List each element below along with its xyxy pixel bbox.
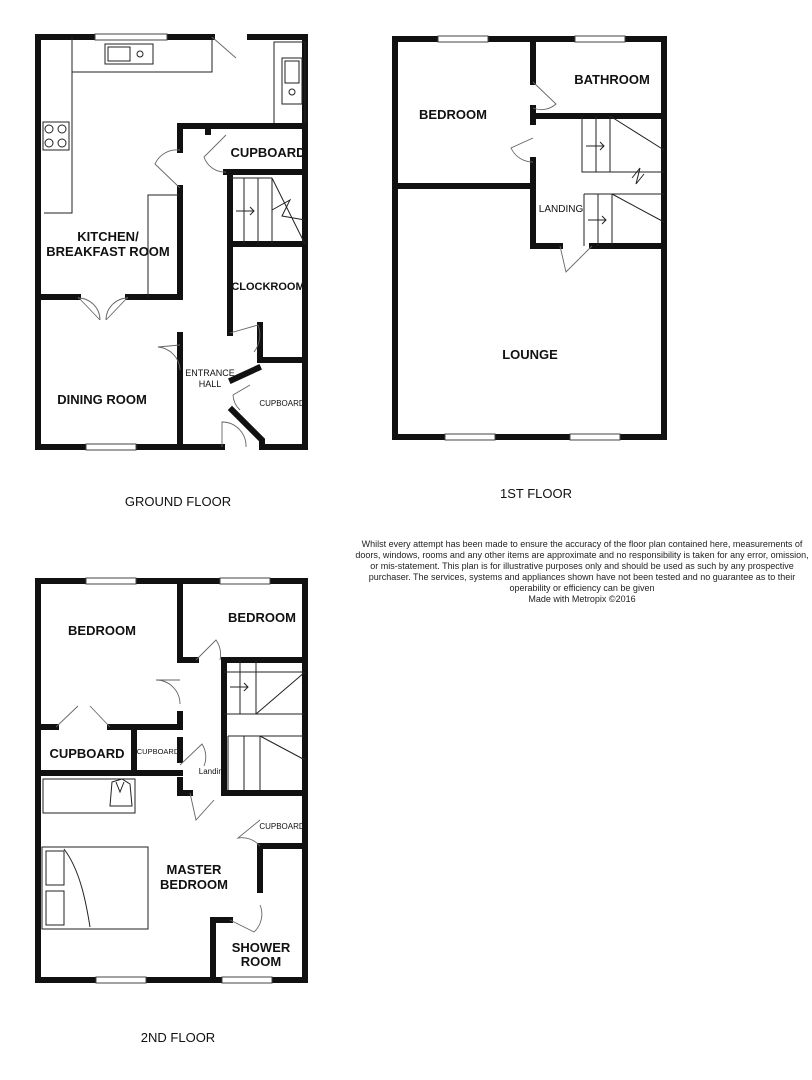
bedroom-right-label: BEDROOM [228, 610, 296, 625]
ground-floor-plan [38, 34, 306, 509]
french-doors [56, 706, 110, 727]
kitchen-label-2: BREAKFAST ROOM [46, 244, 170, 259]
door-swing [190, 793, 214, 820]
landing-label: LANDING [538, 204, 584, 215]
bed-icon [42, 847, 148, 929]
cupboard-large-label: CUPBOARD [49, 746, 125, 761]
shirt-icon [110, 779, 132, 806]
door-swing [238, 820, 260, 846]
door-swing [196, 640, 221, 660]
bedroom-label: BEDROOM [419, 107, 487, 122]
door-swing [180, 744, 206, 766]
door-swing [560, 246, 592, 272]
window [438, 36, 488, 42]
door-swing [155, 150, 180, 188]
bedroom-left-label: BEDROOM [68, 623, 136, 638]
cupboard-label: CUPBOARD [230, 145, 306, 160]
window [222, 977, 272, 983]
second-floor-plan [38, 578, 305, 1045]
ground-floor-title: GROUND FLOOR [124, 494, 232, 509]
door-swing [158, 345, 180, 370]
door-swing [204, 135, 226, 172]
kitchen-worktop-back [72, 37, 212, 72]
door-swing [156, 680, 180, 704]
window [86, 444, 136, 450]
shower-room-label-1: SHOWER [231, 940, 291, 955]
window [95, 34, 167, 40]
second-floor-title: 2ND FLOOR [140, 1030, 216, 1045]
door-swing [212, 37, 236, 58]
entrance-label-1: ENTRANCE [185, 368, 235, 378]
window [86, 578, 136, 584]
window [575, 36, 625, 42]
master-bedroom-label-2: BEDROOM [160, 877, 228, 892]
door-swing [230, 905, 262, 932]
window [220, 578, 270, 584]
hob-icon [43, 122, 69, 150]
staircase [582, 116, 664, 246]
metropix-credit: Made with Metropix ©2016 [528, 594, 636, 604]
staircase [224, 660, 305, 790]
entrance-label-2: HALL [198, 379, 222, 389]
door-swing [230, 325, 260, 352]
landing-label: Landing [198, 767, 228, 776]
sink-icon [105, 44, 153, 64]
window [570, 434, 620, 440]
door-swing [533, 82, 556, 110]
window [96, 977, 146, 983]
dresser [43, 779, 135, 813]
cupboard-small-label: CUPBOARD [136, 747, 180, 756]
small-cupboard-label: CUPBOARD [259, 399, 305, 408]
french-doors [78, 297, 128, 320]
first-floor-plan [395, 36, 664, 501]
door-swing [511, 138, 533, 162]
window [445, 434, 495, 440]
cupboard-right-label: CUPBOARD [259, 822, 305, 831]
kitchen-label-1: KITCHEN/ [77, 229, 139, 244]
dining-room-label: DINING ROOM [57, 392, 147, 407]
clockroom-label: CLOCKROOM [231, 281, 305, 293]
worktop-right [274, 42, 305, 126]
lounge-label: LOUNGE [502, 347, 558, 362]
master-bedroom-label-1: MASTER [166, 862, 222, 877]
disclaimer-text: Whilst every attempt has been made to ensure the accuracy of the floor plan contained here, measurements of doors, windows, rooms and any other items are approximate and no responsibility is taken for any error, omission, or mis-statement. This plan is for illustrative purposes only and should be used as such by any prospective purchaser. The services, systems and appliances shown have not been tested and no guarantee as to their operability or efficiency can be given [355, 539, 809, 593]
staircase [230, 178, 305, 244]
sink-icon [282, 58, 302, 104]
door-swing [233, 385, 250, 410]
disclaimer [352, 539, 812, 605]
shower-room-label-2: ROOM [240, 954, 282, 969]
front-door-swing [222, 422, 246, 447]
first-floor-title: 1ST FLOOR [499, 486, 573, 501]
bathroom-label: BATHROOM [574, 72, 650, 87]
